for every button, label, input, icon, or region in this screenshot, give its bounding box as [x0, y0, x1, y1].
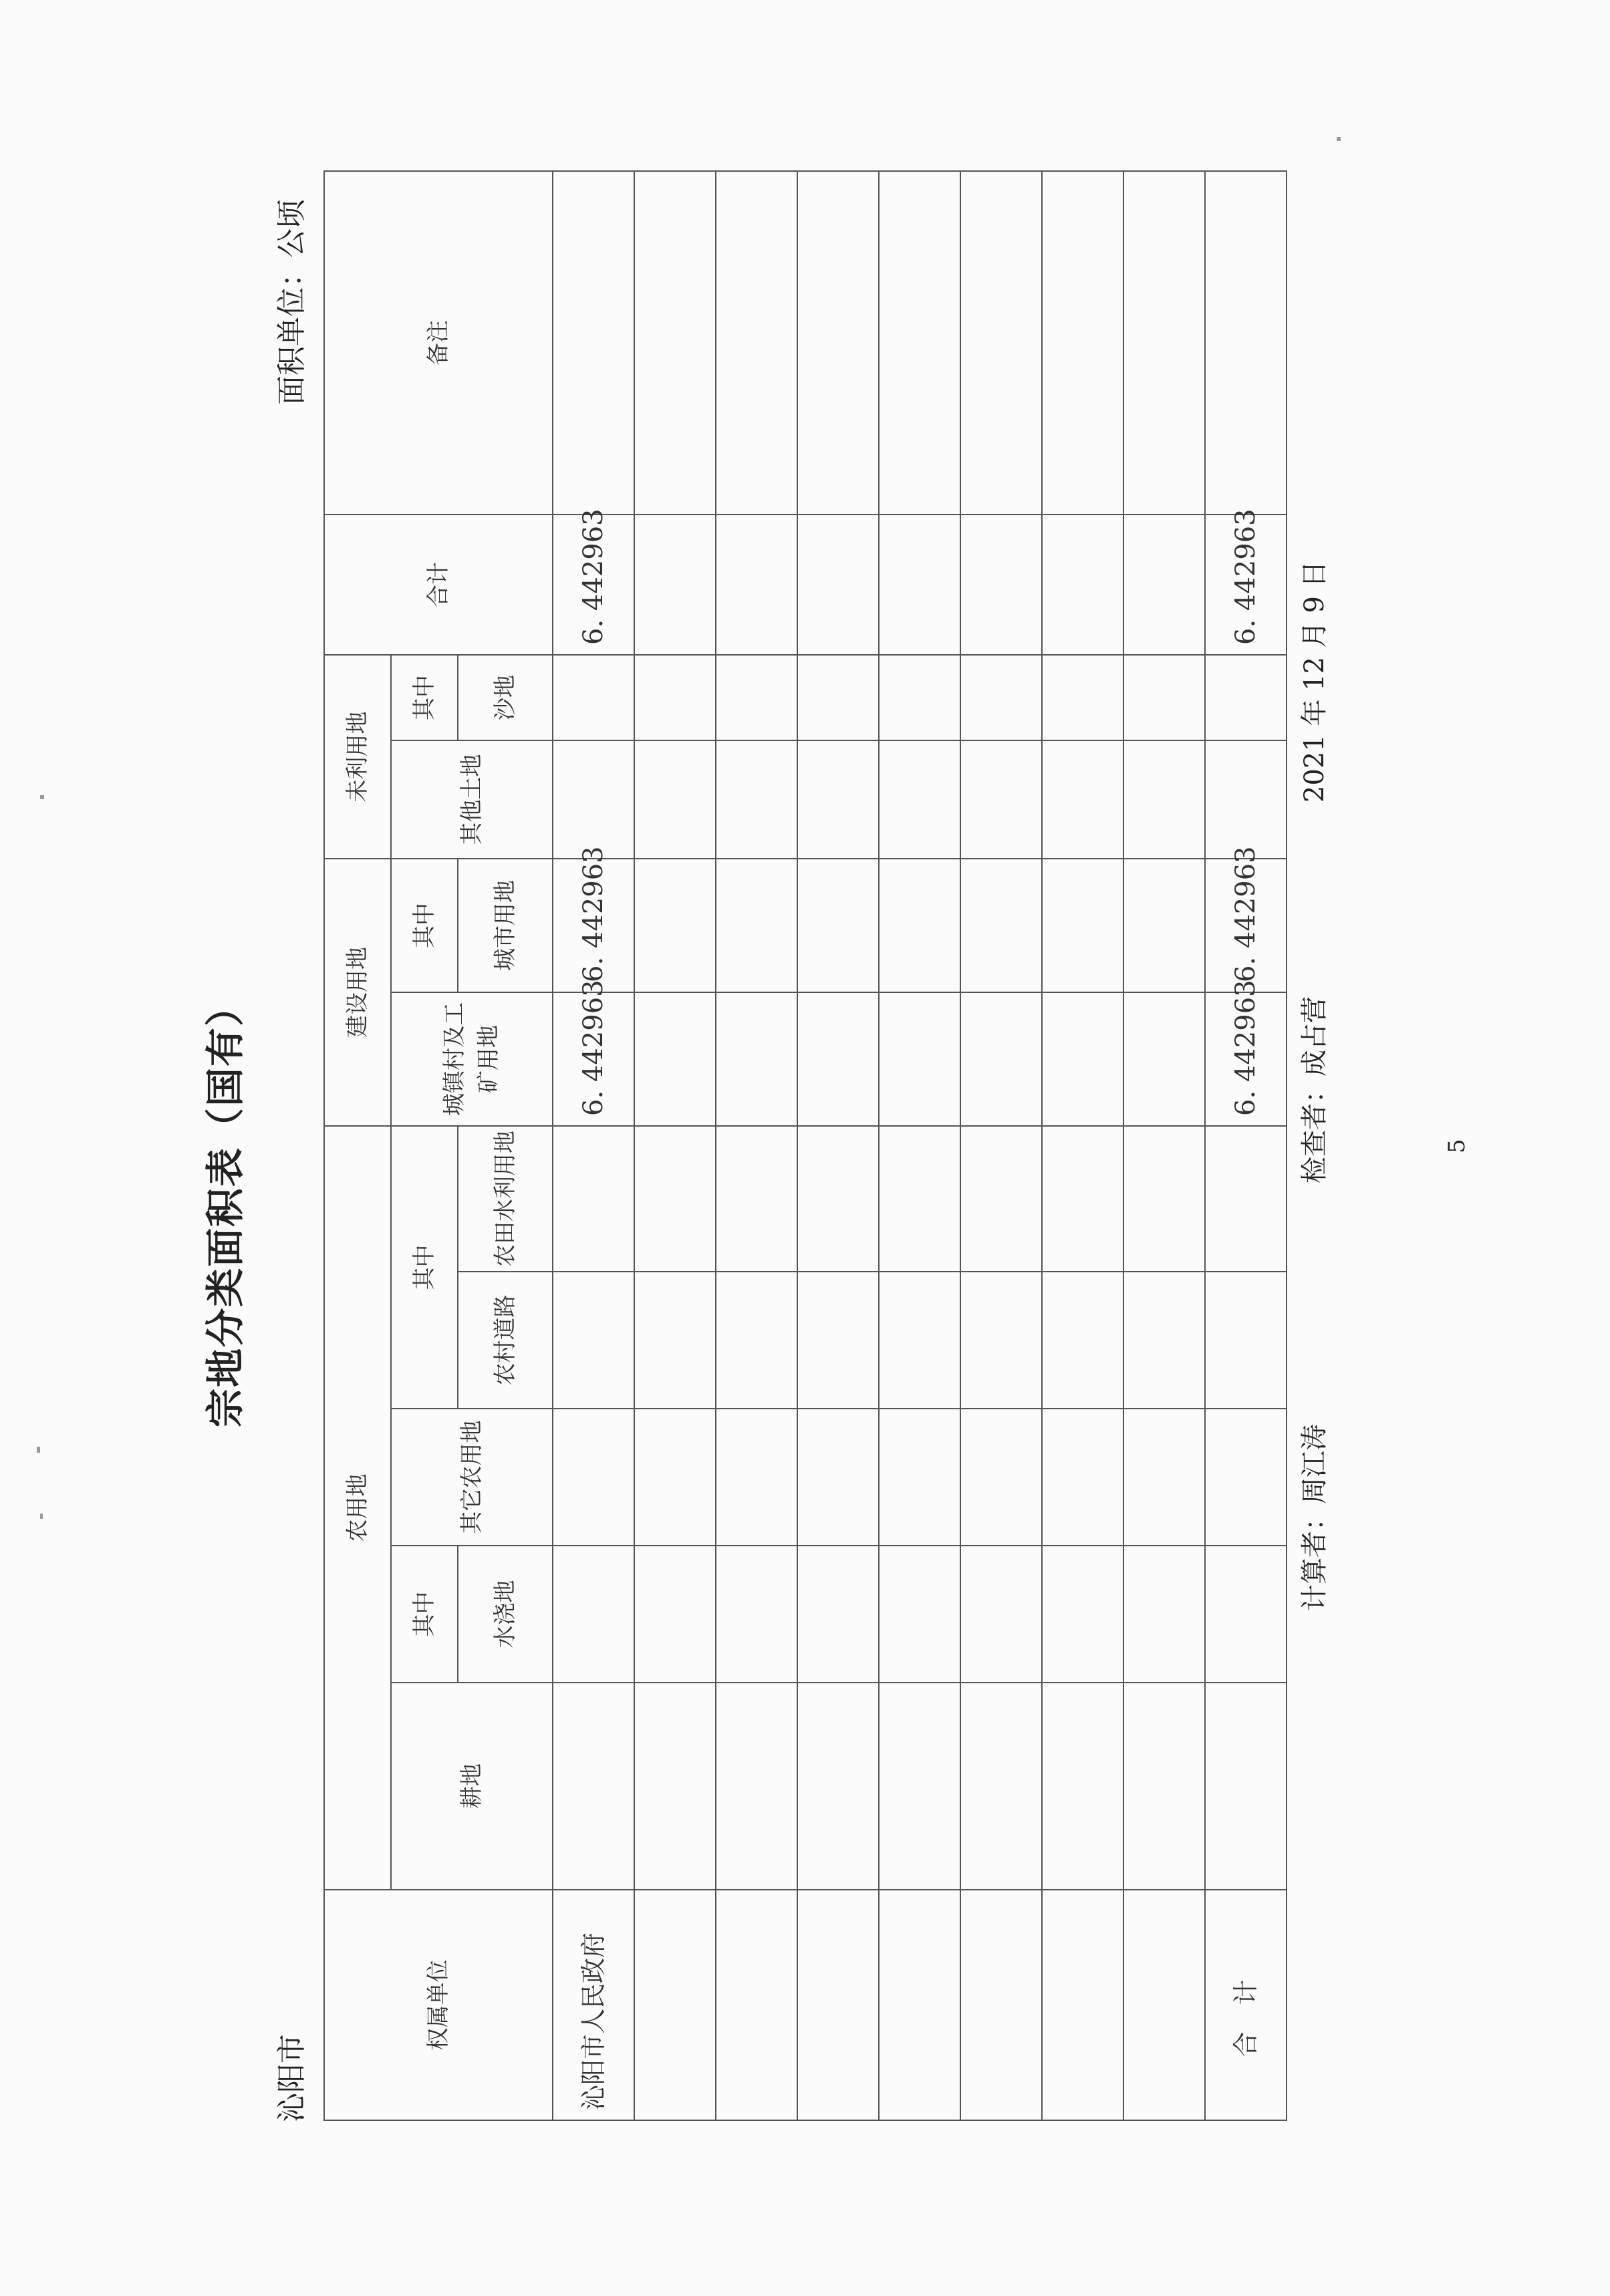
header-heji: 合计 [324, 515, 553, 655]
header-qizhong: 其中 [391, 655, 458, 740]
header-shuijiao: 水浇地 [458, 1546, 553, 1683]
header-shadi: 沙地 [458, 655, 553, 740]
header-agri: 农用地 [324, 1126, 391, 1890]
scan-speck [37, 1447, 40, 1453]
area-unit: 面积单位：公顷 [275, 199, 309, 405]
table-row-empty [879, 171, 960, 2120]
header-owner: 权属单位 [324, 1890, 553, 2120]
total-chengzhen: 6. 442963 [1205, 992, 1287, 1126]
total-heji: 6. 442963 [1205, 515, 1287, 655]
cell-shuijiao [553, 1546, 634, 1683]
city-name: 沁阳市 [275, 2034, 309, 2122]
header-nongtian-shuili: 农田水利用地 [458, 1126, 553, 1272]
total-chengshi: 6. 442963 [1205, 859, 1287, 992]
total-row [1205, 171, 1287, 2120]
header-qizhong: 其中 [391, 1126, 458, 1409]
cell-qita-nong [553, 1409, 634, 1546]
cell-nongtian-shuili [553, 1126, 634, 1272]
table-row [553, 171, 634, 2120]
header-beizhu: 备注 [324, 171, 553, 515]
cell-gengdi [553, 1683, 634, 1890]
table-row-empty [960, 171, 1042, 2120]
header-qita-nong: 其它农用地 [391, 1409, 553, 1546]
header-qita-tudi: 其他土地 [391, 740, 553, 859]
cell-owner: 沁阳市人民政府 [553, 1890, 634, 2120]
header-gengdi: 耕地 [391, 1683, 553, 1890]
cell-chengzhen: 6. 442963 [553, 992, 634, 1126]
cell-shadi [553, 655, 634, 740]
scan-speck [40, 1514, 43, 1519]
header-chengzhen: 城镇村及工矿用地 [391, 992, 553, 1126]
header-nongcun-daolu: 农村道路 [458, 1272, 553, 1409]
table-row-empty [1123, 171, 1205, 2120]
report-date: 2021 年 12 月 9 日 [1299, 561, 1330, 803]
land-area-table [323, 170, 1287, 2121]
scan-speck [1337, 137, 1341, 141]
header-jianshe: 建设用地 [324, 859, 391, 1126]
cell-heji: 6. 442963 [553, 515, 634, 655]
header-qizhong: 其中 [391, 859, 458, 992]
total-label: 合计 [1205, 1890, 1287, 2120]
cell-nongcun-daolu [553, 1272, 634, 1409]
header-chengshi: 城市用地 [458, 859, 553, 992]
page-number: 5 [1444, 1139, 1470, 1153]
scan-speck [40, 795, 44, 799]
checker-signature: 检查者：成占营 [1299, 996, 1330, 1183]
cell-qita-tudi [553, 740, 634, 859]
calculator-signature: 计算者：周江涛 [1299, 1424, 1330, 1611]
header-weili: 未利用地 [324, 655, 391, 859]
header-qizhong: 其中 [391, 1546, 458, 1683]
page-title: 宗地分类面积表（国有） [203, 986, 248, 1427]
cell-chengshi: 6. 442963 [553, 859, 634, 992]
table-row-empty [797, 171, 879, 2120]
table-row-empty [634, 171, 716, 2120]
table-row-empty [1042, 171, 1123, 2120]
table-row-empty [716, 171, 797, 2120]
cell-beizhu [553, 171, 634, 515]
